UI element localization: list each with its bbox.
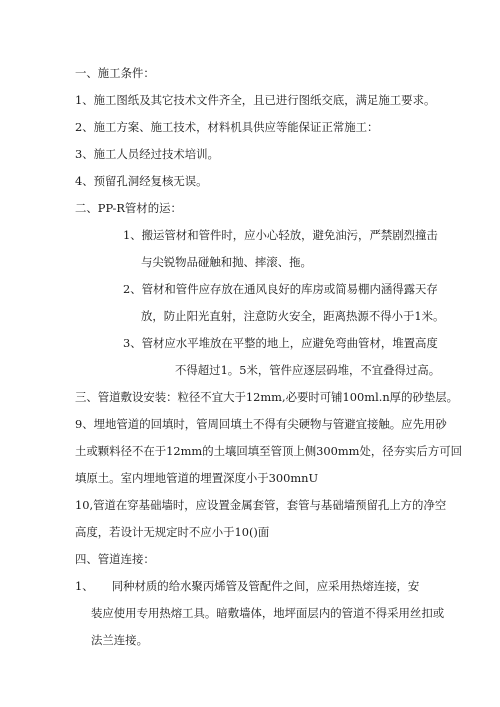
paragraph-line: 放，防止阳光直射，注意防火安全，距离热源不得小于1米。 [141, 309, 445, 323]
paragraph-line: 1、 同种材质的给水聚丙烯管及管配件之间，应采用热熔连接，安 [75, 579, 420, 593]
paragraph-line: 与尖锐物品碰触和抛、摔滚、拖。 [141, 255, 312, 269]
paragraph-line: 填原土。室内埋地管道的埋置深度小于300mnU [75, 471, 319, 485]
paragraph-line: 2、施工方案、施工技术，材料机具供应等能保证正常施工： [75, 120, 379, 134]
paragraph-line: 3、施工人员经过技术培训。 [75, 147, 219, 161]
paragraph-line: 装应使用专用热熔工具。暗敷墙体，地坪面层内的管道不得采用丝扣或 [91, 606, 445, 620]
paragraph-line: 9、埋地管道的回填时，管周回填土不得有尖硬物与管避宜接触。应先用砂 [75, 417, 447, 431]
heading-construction-conditions: 一、施工条件： [75, 66, 155, 80]
paragraph-line: 高度，若设计无规定时不应小于10()面 [75, 525, 270, 539]
heading-pipe-transport: 二、PP-R管材的运： [75, 201, 182, 215]
paragraph-line: 不得超过1。5米，管件应逐层码堆，不宜叠得过高。 [175, 363, 441, 377]
paragraph-line: 10,管道在穿基础墙时，应设置金属套管，套管与基础墙预留孔上方的净空 [75, 498, 447, 512]
paragraph-line: 土或颗料径不在于12mm的土壤回填至管顶上侧300mm处，径夯实后方可回 [75, 444, 462, 458]
paragraph-line: 3、管材应水平堆放在平整的地上，应避免弯曲管材，堆置高度 [123, 336, 438, 350]
heading-pipe-connection: 四、管道连接： [75, 552, 155, 566]
paragraph-line: 法兰连接。 [91, 633, 148, 647]
paragraph-line: 1、搬运管材和管件时，应小心轻放，避免油污，严禁剧烈撞击 [123, 228, 438, 242]
paragraph-line: 2、管材和管件应存放在通风良好的库房或简易棚内涵得露天存 [123, 282, 438, 296]
heading-pipe-laying: 三、管道敷设安装：粒径不宜大于12mm,必要时可铺100ml.n厚的砂垫层。 [75, 390, 459, 404]
paragraph-line: 1、施工图纸及其它技术文件齐全，且已进行图纸交底，满足施工要求。 [75, 93, 436, 107]
paragraph-line: 4、预留孔洞经复核无误。 [75, 174, 208, 188]
